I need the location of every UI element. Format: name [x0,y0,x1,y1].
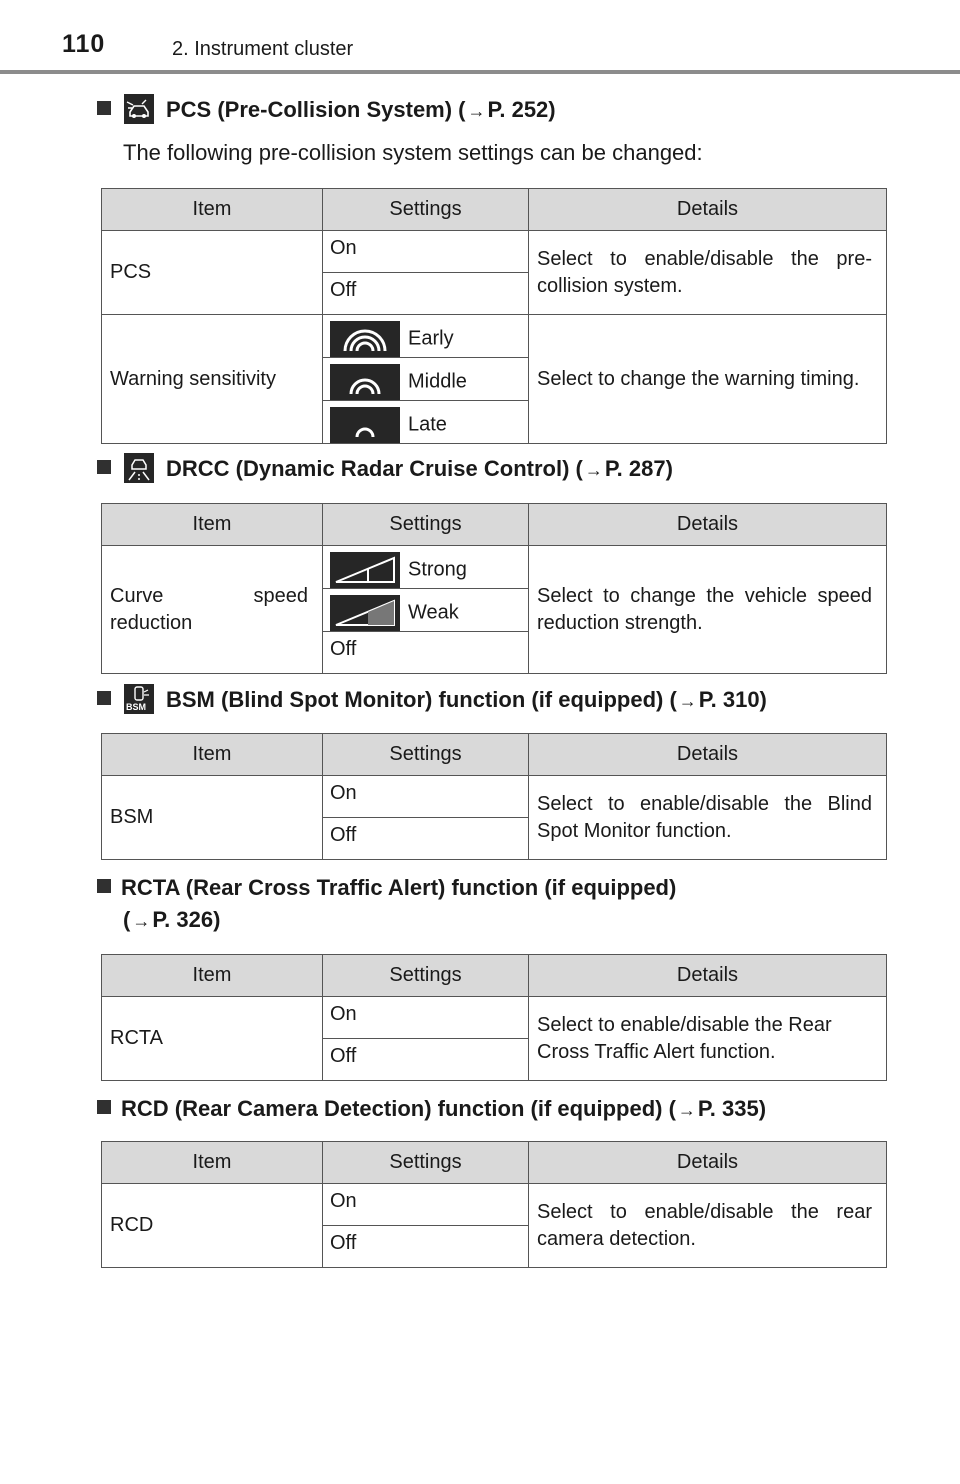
setting-label: Middle [408,370,467,393]
setting-cell [323,546,529,589]
setting-label: Strong [408,558,467,581]
bsm-icon-label: BSM [126,702,146,712]
curve-weak-icon [330,595,400,631]
rcd-settings-table [101,1141,887,1268]
arrow-right-icon: → [132,911,151,931]
setting-label: Early [408,327,454,350]
setting-cell [323,589,529,632]
sensitivity-middle-icon [330,364,400,400]
column-header-settings: Settings [323,955,529,997]
column-header-details: Details [529,504,887,546]
setting-cell: On [323,776,529,818]
column-header-item: Item [102,1142,323,1184]
bsm-icon [124,684,154,714]
pcs-icon [124,94,154,124]
rcta-settings-table [101,954,887,1081]
header-rule [0,70,960,74]
column-header-details: Details [529,955,887,997]
column-header-settings: Settings [323,734,529,776]
square-bullet-icon [97,1100,111,1114]
square-bullet-icon [97,460,111,474]
drcc-icon [124,453,154,483]
square-bullet-icon [97,101,111,115]
item-cell: Curve speed reduction [102,546,323,674]
item-cell: Warning sensitivity [102,315,323,444]
column-header-details: Details [529,734,887,776]
rcta-page-ref[interactable]: P. 326) [152,907,221,932]
column-header-settings: Settings [323,189,529,231]
item-cell: RCTA [102,997,323,1081]
rcta-heading [97,872,676,904]
setting-label: Late [408,413,447,436]
pcs-title: PCS (Pre-Collision System) ( [166,97,466,122]
drcc-settings-table [101,503,887,674]
page-number: 110 [62,30,106,58]
arrow-right-icon: → [584,460,603,480]
column-header-settings: Settings [323,1142,529,1184]
arrow-right-icon: → [467,101,486,121]
pcs-heading [97,94,556,127]
table-row [102,546,887,589]
setting-cell [323,315,529,358]
setting-cell: On [323,997,529,1039]
table-row [102,231,887,273]
drcc-page-ref[interactable]: P. 287) [604,456,673,481]
bsm-settings-table [101,733,887,860]
bsm-title: BSM (Blind Spot Monitor) function (if equipped) ( [166,687,677,712]
column-header-item: Item [102,504,323,546]
rcta-title: RCTA (Rear Cross Traffic Alert) function (if equipped) [121,875,677,900]
column-header-item: Item [102,955,323,997]
pcs-page-ref[interactable]: P. 252) [487,97,556,122]
column-header-item: Item [102,189,323,231]
setting-cell [323,401,529,444]
pcs-settings-table [101,188,887,444]
setting-cell: Off [323,632,529,674]
item-cell: PCS [102,231,323,315]
setting-cell: Off [323,1226,529,1268]
arrow-right-icon: → [677,1100,696,1120]
bsm-heading [97,684,767,717]
details-cell: Select to enable/disable the Blind Spot Monitor function. [529,776,887,860]
column-header-item: Item [102,734,323,776]
pcs-intro: The following pre-collision system settings can be changed: [123,140,703,165]
sensitivity-late-icon [330,407,400,443]
details-cell: Select to change the warning timing. [529,315,887,444]
details-cell: Select to enable/disable the Rear Cross Traffic Alert function. [529,997,887,1081]
bsm-page-ref[interactable]: P. 310) [698,687,767,712]
column-header-details: Details [529,1142,887,1184]
item-cell: RCD [102,1184,323,1268]
rcd-heading [97,1093,766,1126]
column-header-settings: Settings [323,504,529,546]
setting-cell: On [323,1184,529,1226]
rcd-title: RCD (Rear Camera Detection) function (if equipped) ( [121,1096,676,1121]
column-header-details: Details [529,189,887,231]
setting-cell: Off [323,273,529,315]
table-row [102,1184,887,1226]
setting-cell: Off [323,818,529,860]
details-cell: Select to enable/disable the pre-collision system. [529,231,887,315]
rcta-heading-ref: ( →P. 326) [123,907,221,932]
setting-cell [323,358,529,401]
details-cell: Select to change the vehicle speed reduction strength. [529,546,887,674]
setting-label: Weak [408,601,459,624]
table-row [102,315,887,358]
setting-cell: On [323,231,529,273]
item-cell: BSM [102,776,323,860]
curve-strong-icon [330,552,400,588]
drcc-title: DRCC (Dynamic Radar Cruise Control) ( [166,456,583,481]
details-cell: Select to enable/disable the rear camera detection. [529,1184,887,1268]
square-bullet-icon [97,691,111,705]
chapter-title: 2. Instrument cluster [172,38,354,60]
square-bullet-icon [97,879,111,893]
table-row [102,997,887,1039]
sensitivity-early-icon [330,321,400,357]
table-row [102,776,887,818]
drcc-heading [97,453,673,486]
arrow-right-icon: → [678,691,697,711]
setting-cell: Off [323,1039,529,1081]
rcd-page-ref[interactable]: P. 335) [697,1096,767,1121]
